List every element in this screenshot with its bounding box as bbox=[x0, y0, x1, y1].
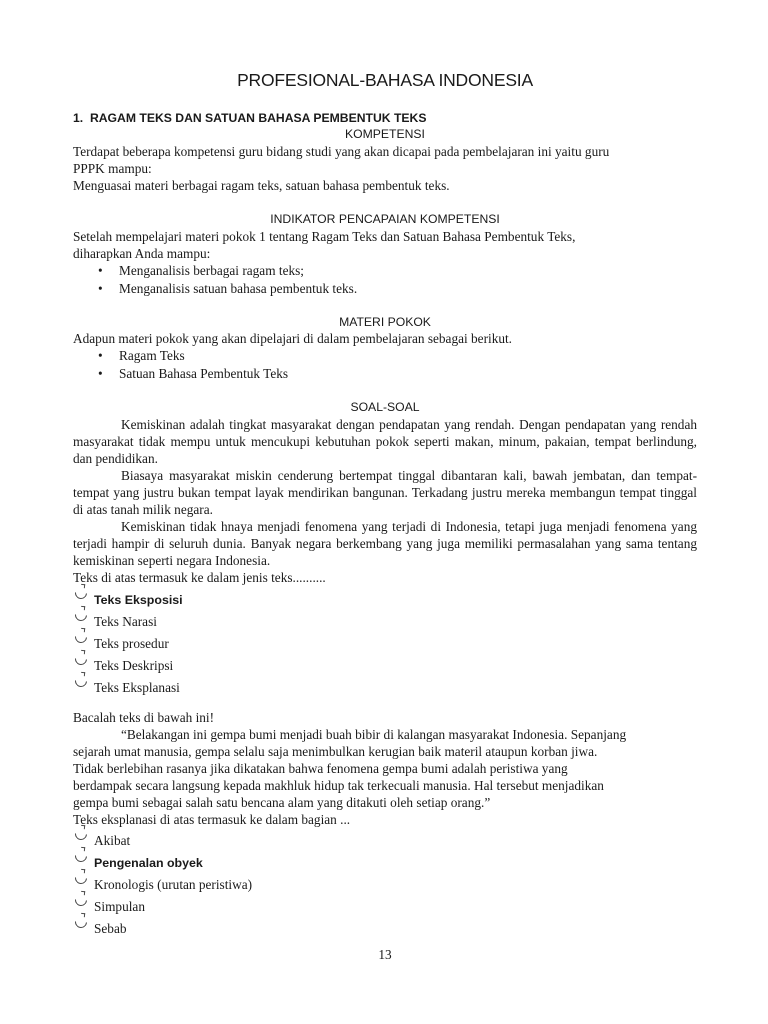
answer-option[interactable] bbox=[73, 613, 697, 635]
option-label: Teks Narasi bbox=[94, 614, 157, 629]
option-label: Teks Deskripsi bbox=[94, 658, 174, 673]
question-1-options bbox=[73, 591, 697, 701]
answer-option[interactable] bbox=[73, 679, 697, 701]
passage-paragraph: Kemiskinan tidak hnaya menjadi fenomena yang terjadi di Indonesia, tetapi juga menjadi fenomena yang terjadi hampir di seluruh dunia. Banyak negara berkembang yang juga memiliki permasalahan yang sama tentang kemiskinan seperti negara Indonesia. bbox=[73, 519, 697, 568]
passage-line: Tidak berlebihan rasanya jika dikatakan bahwa fenomena gempa bumi adalah peristiwa yang bbox=[73, 761, 568, 776]
option-label: Teks Eksplanasi bbox=[94, 680, 180, 695]
section-heading bbox=[73, 110, 426, 127]
section-number: 1. bbox=[73, 111, 84, 125]
page-title: PROFESIONAL-BAHASA INDONESIA bbox=[237, 70, 533, 90]
option-label: Akibat bbox=[94, 833, 131, 848]
passage-paragraph: Kemiskinan adalah tingkat masyarakat dengan pendapatan yang rendah. Dengan pendapatan yang rendah masyarakat tidak mempu untuk mencukupi kebutuhan pokok seperti makan, minum, pakaian, tempat berlindung, dan pendidikan. bbox=[73, 417, 697, 466]
materi-list bbox=[73, 347, 697, 383]
option-label: Teks prosedur bbox=[94, 636, 169, 651]
kompetensi-heading: KOMPETENSI bbox=[345, 127, 425, 141]
passage-line: berdampak secara langsung kepada makhluk hidup tak terkecuali manusia. Hal tersebut menjadikan bbox=[73, 778, 604, 793]
indikator-line: diharapkan Anda mampu: bbox=[73, 246, 211, 261]
radio-icon[interactable] bbox=[73, 826, 90, 843]
passage-line: “Belakangan ini gempa bumi menjadi buah bibir di kalangan masyarakat Indonesia. Sepanjang bbox=[121, 727, 627, 742]
passage-line: sejarah umat manusia, gempa selalu saja menimbulkan kerugian baik materil ataupun korban jiwa. bbox=[73, 744, 598, 759]
indikator-line: Setelah mempelajari materi pokok 1 tentang Ragam Teks dan Satuan Bahasa Pembentuk Teks, bbox=[73, 229, 576, 244]
option-label: Sebab bbox=[94, 921, 127, 936]
option-label: Teks Eksposisi bbox=[94, 593, 183, 607]
list-item: • Satuan Bahasa Pembentuk Teks bbox=[73, 365, 697, 383]
materi-text bbox=[73, 330, 697, 383]
question-2-intro: Bacalah teks di bawah ini! bbox=[73, 710, 215, 725]
answer-option[interactable] bbox=[73, 832, 697, 854]
kompetensi-line: Menguasai materi berbagai ragam teks, satuan bahasa pembentuk teks. bbox=[73, 178, 450, 193]
page-number: 13 bbox=[378, 947, 392, 962]
question-2-options bbox=[73, 832, 697, 942]
list-item: • Ragam Teks bbox=[73, 347, 697, 365]
kompetensi-text bbox=[73, 143, 697, 194]
materi-intro: Adapun materi pokok yang akan dipelajari di dalam pembelajaran sebagai berikut. bbox=[73, 331, 513, 346]
section-title: RAGAM TEKS DAN SATUAN BAHASA PEMBENTUK TEKS bbox=[89, 111, 427, 125]
answer-option[interactable] bbox=[73, 876, 697, 898]
answer-option[interactable] bbox=[73, 854, 697, 876]
option-label: Kronologis (urutan peristiwa) bbox=[94, 877, 253, 892]
indikator-heading: INDIKATOR PENCAPAIAN KOMPETENSI bbox=[270, 212, 500, 226]
indikator-text bbox=[73, 228, 697, 298]
kompetensi-line: PPPK mampu: bbox=[73, 161, 152, 176]
answer-option[interactable] bbox=[73, 657, 697, 679]
answer-option[interactable] bbox=[73, 591, 697, 613]
list-item: • Menganalisis berbagai ragam teks; bbox=[73, 262, 697, 280]
materi-heading: MATERI POKOK bbox=[339, 315, 431, 329]
passage-line: gempa bumi sebagai salah satu bencana alam yang ditakuti oleh setiap orang.” bbox=[73, 795, 491, 810]
list-item: • Menganalisis satuan bahasa pembentuk teks. bbox=[73, 280, 697, 298]
soal-heading: SOAL-SOAL bbox=[350, 400, 420, 414]
answer-option[interactable] bbox=[73, 898, 697, 920]
question-2-passage bbox=[73, 709, 697, 828]
passage-paragraph: Biasaya masyarakat miskin cenderung bertempat tinggal dibantaran kali, bawah jembatan, dan tempat-tempat yang justru bukan tempat layak mendirikan bangunan. Terkadang justru mereka membangun tempat tinggal di atas tanah milik negara. bbox=[73, 468, 697, 517]
option-label: Pengenalan obyek bbox=[94, 856, 203, 870]
answer-option[interactable] bbox=[73, 635, 697, 657]
answer-option[interactable] bbox=[73, 920, 697, 942]
kompetensi-line: Terdapat beberapa kompetensi guru bidang studi yang akan dicapai pada pembelajaran ini yaitu guru bbox=[73, 144, 610, 159]
question-2-text: Teks eksplanasi di atas termasuk ke dalam bagian ... bbox=[73, 812, 351, 827]
question-1-text: Teks di atas termasuk ke dalam jenis teks.......... bbox=[73, 570, 326, 585]
indikator-list bbox=[73, 262, 697, 298]
question-1-passage bbox=[73, 416, 697, 586]
option-label: Simpulan bbox=[94, 899, 145, 914]
radio-icon[interactable] bbox=[73, 585, 90, 602]
